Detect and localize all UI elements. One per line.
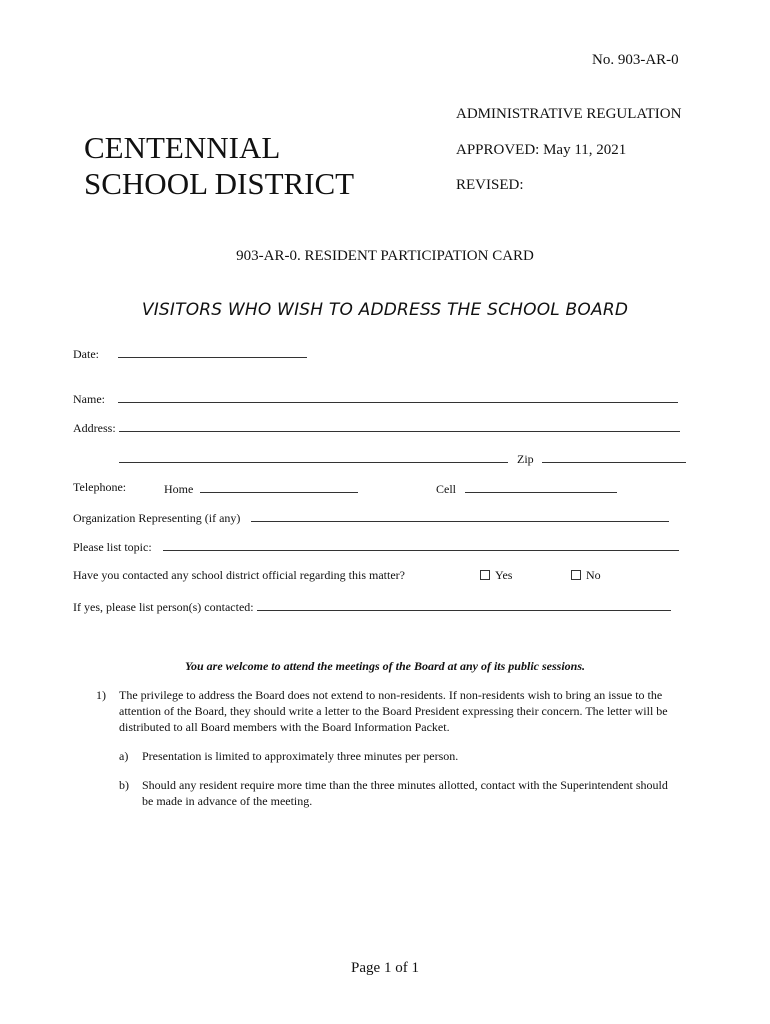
topic-label: Please list topic: xyxy=(73,540,152,554)
cell-phone-group xyxy=(436,480,617,497)
persons-row xyxy=(73,598,671,615)
no-option[interactable] xyxy=(571,568,601,583)
revised-label: REVISED: xyxy=(456,177,524,193)
home-phone-group xyxy=(164,480,358,497)
contacted-row xyxy=(73,568,405,583)
zip-label: Zip xyxy=(517,452,534,466)
home-phone-field[interactable] xyxy=(200,480,358,493)
name-label: Name: xyxy=(73,392,105,406)
topic-field[interactable] xyxy=(163,538,679,551)
date-row xyxy=(73,345,307,362)
cell-phone-field[interactable] xyxy=(465,480,617,493)
approved-date: APPROVED: May 11, 2021 xyxy=(456,142,627,158)
telephone-row xyxy=(73,480,126,495)
form-title: 903-AR-0. RESIDENT PARTICIPATION CARD xyxy=(236,248,534,264)
document-number: No. 903-AR-0 xyxy=(592,52,679,68)
cell-phone-label: Cell xyxy=(436,482,456,496)
yes-option[interactable] xyxy=(480,568,512,583)
persons-label: If yes, please list person(s) contacted: xyxy=(73,600,254,614)
item-b-text: Should any resident require more time than the three minutes allotted, contact with the Superintendent should be made in advance of the meeting. xyxy=(142,778,668,808)
name-field[interactable] xyxy=(118,390,678,403)
form-heading: VISITORS WHO WISH TO ADDRESS THE SCHOOL BOARD xyxy=(141,300,629,320)
organization-field[interactable] xyxy=(251,509,669,522)
yes-checkbox[interactable] xyxy=(480,570,490,580)
address-line-2-field[interactable] xyxy=(119,450,508,463)
persons-field[interactable] xyxy=(257,598,671,611)
date-label: Date: xyxy=(73,347,99,361)
district-name-line-2: SCHOOL DISTRICT xyxy=(84,166,355,201)
contacted-question: Have you contacted any school district official regarding this matter? xyxy=(73,568,405,582)
yes-label: Yes xyxy=(495,568,513,582)
item-1-text: The privilege to address the Board does not extend to non-residents. If non-residents wish to bring an issue to the attention of the Board, they should write a letter to the Board President expressing their concern. The letter will be distributed to all Board members with the Board Information Packet. xyxy=(119,688,668,734)
zip-field[interactable] xyxy=(542,450,686,463)
telephone-label: Telephone: xyxy=(73,480,127,494)
address-label: Address: xyxy=(73,421,116,435)
regulation-type: ADMINISTRATIVE REGULATION xyxy=(456,106,682,122)
address-field[interactable] xyxy=(119,419,680,432)
organization-label: Organization Representing (if any) xyxy=(73,511,241,525)
organization-row xyxy=(73,509,669,526)
date-field[interactable] xyxy=(118,345,307,358)
topic-row xyxy=(73,538,679,555)
home-phone-label: Home xyxy=(164,482,194,496)
page-number: Page 1 of 1 xyxy=(351,960,419,976)
district-name-line-1: CENTENNIAL xyxy=(84,130,281,165)
item-a-marker: a) xyxy=(119,749,129,763)
no-checkbox[interactable] xyxy=(571,570,581,580)
address-row xyxy=(73,419,680,436)
address-line-2-row xyxy=(119,450,686,467)
welcome-statement: You are welcome to attend the meetings of the Board at any of its public sessions. xyxy=(184,659,585,673)
item-1-marker: 1) xyxy=(96,688,106,702)
no-label: No xyxy=(586,568,601,582)
item-a-text: Presentation is limited to approximately three minutes per person. xyxy=(142,749,459,763)
name-row xyxy=(73,390,678,407)
item-b-marker: b) xyxy=(119,778,129,792)
district-name xyxy=(84,130,354,202)
